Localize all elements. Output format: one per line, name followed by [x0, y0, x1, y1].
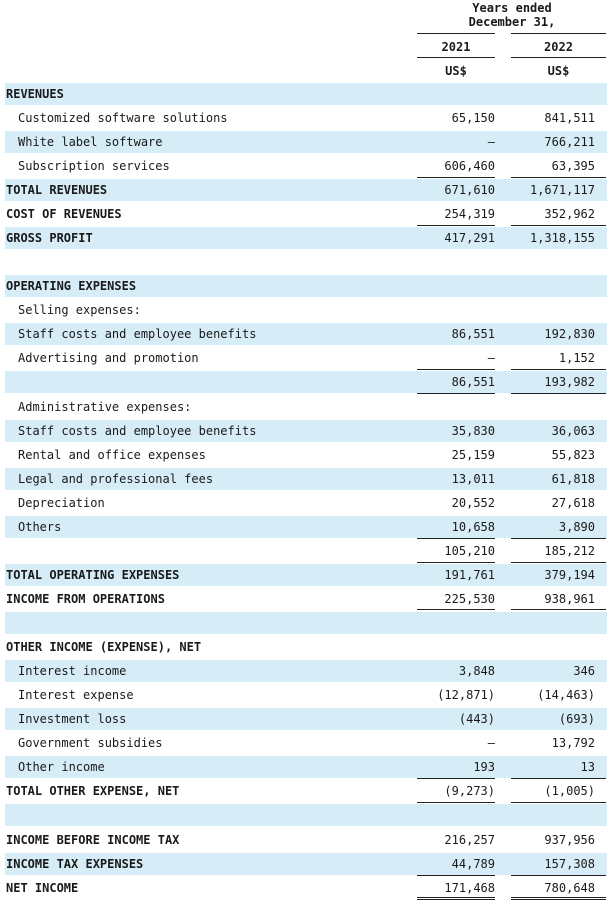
- value-2021: 44,789: [451, 857, 495, 871]
- value-2021: 35,830: [451, 424, 495, 438]
- row-label: OPERATING EXPENSES: [6, 279, 137, 293]
- value-2022: 780,648: [544, 881, 595, 895]
- years-ended-line2: December 31,: [468, 15, 556, 29]
- row-total-operating-expenses: [5, 564, 607, 586]
- value-2022: 1,671,117: [529, 183, 595, 197]
- value-2021: 105,210: [444, 544, 495, 558]
- row-label: Selling expenses:: [18, 303, 141, 317]
- value-2021: 193: [473, 760, 495, 774]
- value-2021: 606,460: [444, 159, 495, 173]
- col-2021-year: 2021: [441, 40, 471, 54]
- row-label: Legal and professional fees: [18, 472, 214, 486]
- rule: [511, 393, 606, 394]
- row-label: Other income: [18, 760, 105, 774]
- row-label: TOTAL OTHER EXPENSE, NET: [6, 784, 180, 798]
- row-label: COST OF REVENUES: [6, 207, 122, 221]
- value-2022: 157,308: [544, 857, 595, 871]
- value-2021: 25,159: [451, 448, 495, 462]
- row-label: Administrative expenses:: [18, 400, 192, 414]
- row-customized-software: [5, 107, 607, 129]
- value-2022: (1,005): [544, 784, 595, 798]
- value-2021: –: [487, 135, 495, 149]
- row-label: Government subsidies: [18, 736, 163, 750]
- value-2021: 191,761: [444, 568, 495, 582]
- row-revenues: [5, 83, 607, 105]
- years-ended-heading: [418, 1, 606, 29]
- row-label: Subscription services: [18, 159, 170, 173]
- value-2021: (9,273): [444, 784, 495, 798]
- row-label: Staff costs and employee benefits: [18, 327, 257, 341]
- value-2022: 192,830: [544, 327, 595, 341]
- value-2022: 937,956: [544, 833, 595, 847]
- value-2022: 185,212: [544, 544, 595, 558]
- value-2021: 671,610: [444, 183, 495, 197]
- rule: [511, 875, 606, 876]
- value-2021: –: [487, 736, 495, 750]
- row-selling-subtotal: [5, 371, 607, 393]
- value-2021: 225,530: [444, 592, 495, 606]
- row-label: OTHER INCOME (EXPENSE), NET: [6, 640, 202, 654]
- value-2021: 13,011: [451, 472, 495, 486]
- years-ended-line1: Years ended: [472, 1, 552, 15]
- row-operating-expenses: [5, 275, 607, 297]
- col-2022-currency: US$: [547, 64, 570, 78]
- value-2022: 13,792: [551, 736, 595, 750]
- rule: [511, 369, 606, 370]
- rule: [417, 225, 495, 226]
- row-depreciation: [5, 492, 607, 514]
- row-other-income-expense: [5, 636, 607, 658]
- row-label: Staff costs and employee benefits: [18, 424, 257, 438]
- row-white-label: [5, 131, 607, 153]
- row-government-subsidies: [5, 732, 607, 754]
- row-advertising: [5, 347, 607, 369]
- value-2022: 55,823: [551, 448, 595, 462]
- value-2022: 27,618: [551, 496, 595, 510]
- row-label: GROSS PROFIT: [6, 231, 93, 245]
- row-admin-staff-costs: [5, 420, 607, 442]
- row-rental: [5, 444, 607, 466]
- rule: [417, 802, 495, 803]
- row-label: INCOME BEFORE INCOME TAX: [6, 833, 180, 847]
- value-2022: 352,962: [544, 207, 595, 221]
- value-2021: 3,848: [458, 664, 495, 678]
- value-2022: 3,890: [558, 520, 595, 534]
- row-gross-profit: [5, 227, 607, 249]
- row-total-revenues: [5, 179, 607, 201]
- value-2022: 938,961: [544, 592, 595, 606]
- rule: [511, 609, 606, 610]
- value-2022: 346: [573, 664, 595, 678]
- row-interest-expense: [5, 684, 607, 706]
- value-2022: 63,395: [551, 159, 595, 173]
- rule: [511, 225, 606, 226]
- value-2022: 36,063: [551, 424, 595, 438]
- row-income-from-operations: [5, 588, 607, 610]
- row-label: REVENUES: [6, 87, 64, 101]
- value-2021: (12,871): [437, 688, 495, 702]
- row-selling-staff-costs: [5, 323, 607, 345]
- value-2022: 193,982: [544, 375, 595, 389]
- value-2021: 216,257: [444, 833, 495, 847]
- row-others: [5, 516, 607, 538]
- value-2022: (693): [558, 712, 595, 726]
- rule: [417, 875, 495, 876]
- row-income-tax-expenses: [5, 853, 607, 875]
- row-total-other-expense: [5, 780, 607, 802]
- value-2021: 417,291: [444, 231, 495, 245]
- row-label: Interest expense: [18, 688, 134, 702]
- row-net-income: [5, 877, 607, 899]
- row-cost-of-revenues: [5, 203, 607, 225]
- row-label: Others: [18, 520, 62, 534]
- row-label: Depreciation: [18, 496, 105, 510]
- row-legal: [5, 468, 607, 490]
- row-label: INCOME TAX EXPENSES: [6, 857, 144, 871]
- value-2021: –: [487, 351, 495, 365]
- row-subscription: [5, 155, 607, 177]
- value-2021: 20,552: [451, 496, 495, 510]
- row-investment-loss: [5, 708, 607, 730]
- row-label: INCOME FROM OPERATIONS: [6, 592, 165, 606]
- row-spacer: [5, 804, 607, 826]
- rule: [417, 609, 495, 610]
- header-rule-2022: [511, 33, 606, 34]
- row-interest-income: [5, 660, 607, 682]
- value-2022: 1,152: [558, 351, 595, 365]
- row-admin-subtotal: [5, 540, 607, 562]
- row-label: Customized software solutions: [18, 111, 228, 125]
- value-2022: 61,818: [551, 472, 595, 486]
- row-label: Advertising and promotion: [18, 351, 199, 365]
- row-label: Investment loss: [18, 712, 127, 726]
- row-label: NET INCOME: [6, 881, 79, 895]
- rule: [417, 177, 495, 178]
- rule: [511, 562, 606, 563]
- col-2021-currency: US$: [445, 64, 467, 78]
- row-label: Interest income: [18, 664, 127, 678]
- row-spacer: [5, 251, 607, 273]
- value-2022: 1,318,155: [529, 231, 595, 245]
- row-selling-expenses: [5, 299, 607, 321]
- rule: [417, 562, 495, 563]
- row-other-income: [5, 756, 607, 778]
- year-rule-2021: [417, 57, 495, 58]
- value-2022: (14,463): [537, 688, 595, 702]
- value-2021: 10,658: [451, 520, 495, 534]
- row-income-before-tax: [5, 829, 607, 851]
- rule: [511, 538, 606, 539]
- value-2022: 841,511: [544, 111, 595, 125]
- rule: [417, 538, 495, 539]
- year-rule-2022: [511, 57, 606, 58]
- row-label: TOTAL OPERATING EXPENSES: [6, 568, 180, 582]
- row-label: TOTAL REVENUES: [6, 183, 108, 197]
- value-2022: 379,194: [544, 568, 595, 582]
- row-spacer: [5, 612, 607, 634]
- rule: [511, 778, 606, 779]
- rule: [511, 177, 606, 178]
- value-2022: 766,211: [544, 135, 595, 149]
- col-2022-year: 2022: [544, 40, 573, 54]
- row-administrative-expenses: [5, 396, 607, 418]
- value-2021: 254,319: [444, 207, 495, 221]
- rule: [417, 778, 495, 779]
- value-2021: (443): [458, 712, 495, 726]
- value-2021: 86,551: [451, 327, 495, 341]
- value-2021: 86,551: [451, 375, 495, 389]
- value-2021: 65,150: [451, 111, 495, 125]
- row-label: Rental and office expenses: [18, 448, 206, 462]
- header-rule-2021: [417, 33, 495, 34]
- rule: [511, 802, 606, 803]
- rule: [417, 369, 495, 370]
- value-2022: 13: [580, 760, 595, 774]
- row-label: White label software: [18, 135, 163, 149]
- rule: [417, 393, 495, 394]
- value-2021: 171,468: [444, 881, 495, 895]
